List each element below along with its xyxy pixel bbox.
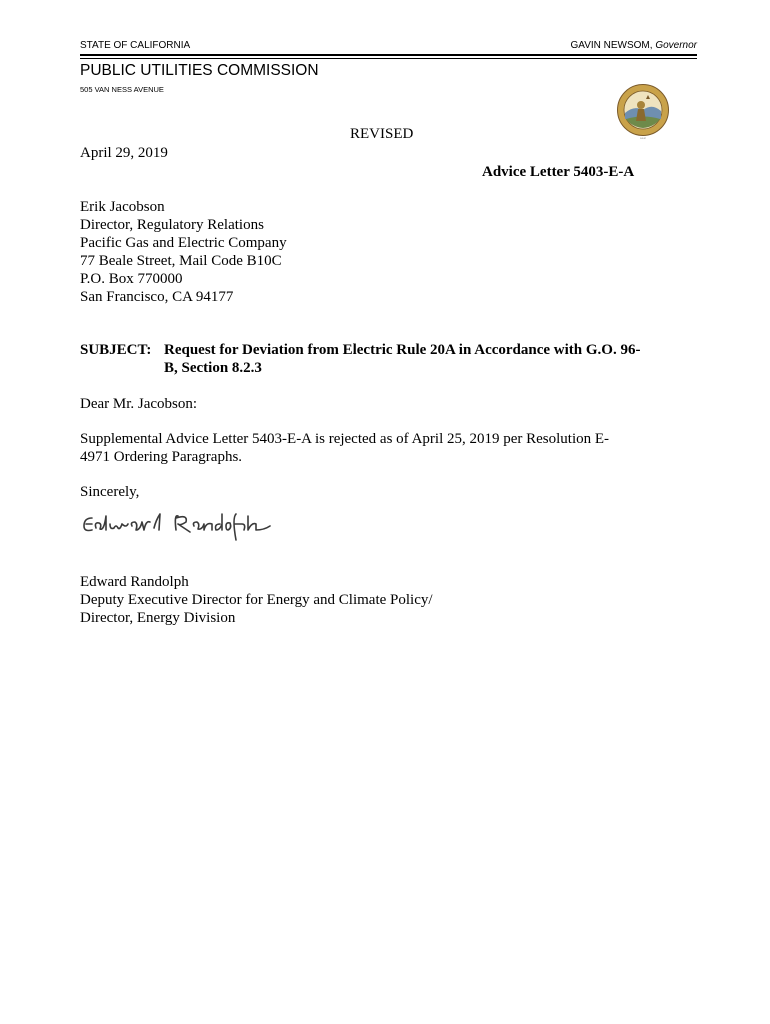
svg-text:seal: seal	[639, 136, 647, 140]
revised-label: REVISED	[350, 126, 414, 142]
signer-title: Deputy Executive Director for Energy and Climate Policy/	[80, 592, 433, 608]
advice-letter-number: Advice Letter 5403-E-A	[482, 164, 635, 180]
body-text-line2: 4971 Ordering Paragraphs.	[80, 449, 243, 465]
recipient-address-block	[80, 198, 287, 306]
recipient-line: 77 Beale Street, Mail Code B10C	[80, 253, 282, 269]
signer-block	[80, 573, 433, 627]
recipient-line: San Francisco, CA 94177	[80, 289, 234, 305]
recipient-line: Erik Jacobson	[80, 199, 165, 215]
agency-name: PUBLIC UTILITIES COMMISSION	[80, 62, 319, 79]
california-state-seal-icon	[616, 83, 670, 141]
header-rule-thin	[80, 58, 697, 59]
letter-date: April 29, 2019	[80, 145, 168, 161]
body-text-line1: Supplemental Advice Letter 5403-E-A is rejected as of April 25, 2019 per Resolution E-	[80, 431, 610, 447]
subject-text-line2: B, Section 8.2.3	[164, 360, 262, 376]
governor-line	[570, 40, 697, 51]
agency-address: 505 VAN NESS AVENUE	[80, 85, 164, 94]
header-rule-thick	[80, 54, 697, 56]
salutation: Dear Mr. Jacobson:	[80, 396, 198, 412]
recipient-line: P.O. Box 770000	[80, 271, 183, 287]
governor-name: GAVIN NEWSOM,	[570, 40, 653, 51]
signer-name: Edward Randolph	[80, 574, 189, 590]
recipient-line: Director, Regulatory Relations	[80, 217, 264, 233]
subject-label: SUBJECT:	[80, 342, 152, 358]
handwritten-signature	[80, 508, 272, 542]
state-of-california-label: STATE OF CALIFORNIA	[80, 40, 191, 51]
closing: Sincerely,	[80, 484, 140, 500]
recipient-line: Pacific Gas and Electric Company	[80, 235, 287, 251]
subject-text-line1: Request for Deviation from Electric Rule 20A in Accordance with G.O. 96-	[164, 342, 641, 358]
governor-title: Governor	[655, 40, 697, 51]
signer-division: Director, Energy Division	[80, 610, 236, 626]
